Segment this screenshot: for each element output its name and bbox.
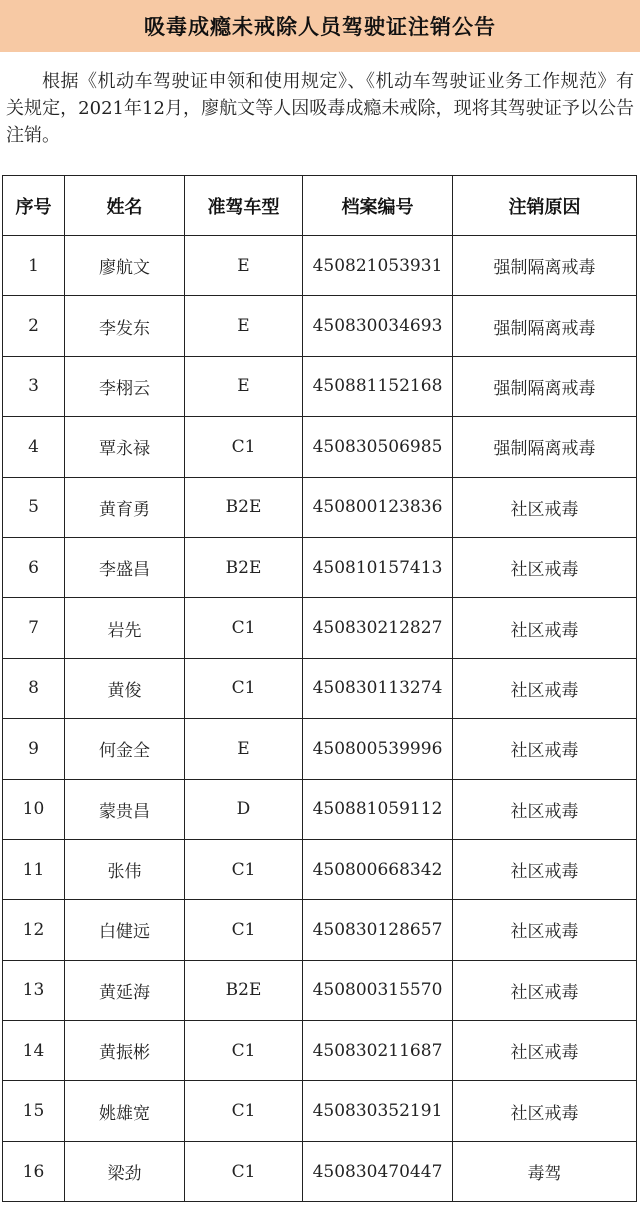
table-row — [3, 658, 637, 718]
cell-index: 5 — [3, 477, 65, 537]
cell-name: 廖航文 — [65, 236, 185, 296]
cell-reason: 社区戒毒 — [453, 537, 637, 597]
cell-license-class: C1 — [185, 1021, 303, 1081]
cell-license-class: C1 — [185, 1141, 303, 1201]
cell-index: 12 — [3, 900, 65, 960]
cell-index: 4 — [3, 417, 65, 477]
header-file-number: 档案编号 — [303, 176, 453, 236]
table-row — [3, 719, 637, 779]
table-row — [3, 1141, 637, 1201]
cell-index: 13 — [3, 960, 65, 1020]
cell-reason: 社区戒毒 — [453, 477, 637, 537]
cell-reason: 社区戒毒 — [453, 1021, 637, 1081]
cell-index: 1 — [3, 236, 65, 296]
cell-reason: 社区戒毒 — [453, 719, 637, 779]
revocation-table-container — [2, 175, 636, 1202]
cell-license-class: C1 — [185, 598, 303, 658]
table-row — [3, 537, 637, 597]
header-reason: 注销原因 — [453, 176, 637, 236]
table-row — [3, 960, 637, 1020]
table-row — [3, 356, 637, 416]
cell-license-class: C1 — [185, 1081, 303, 1141]
cell-file-number: 450800539996 — [303, 719, 453, 779]
cell-name: 岩先 — [65, 598, 185, 658]
cell-reason: 强制隔离戒毒 — [453, 356, 637, 416]
cell-file-number: 450830506985 — [303, 417, 453, 477]
cell-reason: 强制隔离戒毒 — [453, 417, 637, 477]
cell-reason: 社区戒毒 — [453, 658, 637, 718]
cell-file-number: 450800315570 — [303, 960, 453, 1020]
cell-reason: 强制隔离戒毒 — [453, 296, 637, 356]
cell-name: 白健远 — [65, 900, 185, 960]
cell-reason: 社区戒毒 — [453, 960, 637, 1020]
cell-license-class: C1 — [185, 417, 303, 477]
cell-reason: 社区戒毒 — [453, 1081, 637, 1141]
cell-file-number: 450810157413 — [303, 537, 453, 597]
cell-reason: 社区戒毒 — [453, 598, 637, 658]
cell-index: 16 — [3, 1141, 65, 1201]
table-row — [3, 417, 637, 477]
cell-file-number: 450821053931 — [303, 236, 453, 296]
cell-name: 黄延海 — [65, 960, 185, 1020]
header-index: 序号 — [3, 176, 65, 236]
cell-name: 张伟 — [65, 839, 185, 899]
cell-license-class: E — [185, 356, 303, 416]
cell-license-class: B2E — [185, 537, 303, 597]
cell-license-class: C1 — [185, 900, 303, 960]
table-row — [3, 839, 637, 899]
cell-name: 李栩云 — [65, 356, 185, 416]
revocation-table — [2, 175, 637, 1202]
table-row — [3, 477, 637, 537]
header-license-class: 准驾车型 — [185, 176, 303, 236]
cell-license-class: C1 — [185, 839, 303, 899]
cell-index: 7 — [3, 598, 65, 658]
cell-file-number: 450800123836 — [303, 477, 453, 537]
cell-license-class: B2E — [185, 477, 303, 537]
cell-name: 姚雄宽 — [65, 1081, 185, 1141]
header-name: 姓名 — [65, 176, 185, 236]
cell-index: 10 — [3, 779, 65, 839]
table-row — [3, 236, 637, 296]
cell-reason: 社区戒毒 — [453, 900, 637, 960]
cell-file-number: 450830034693 — [303, 296, 453, 356]
page-title: 吸毒成瘾未戒除人员驾驶证注销公告 — [144, 15, 496, 39]
table-header-row — [3, 176, 637, 236]
cell-name: 蒙贵昌 — [65, 779, 185, 839]
cell-name: 覃永禄 — [65, 417, 185, 477]
table-body — [3, 236, 637, 1202]
cell-name: 梁劲 — [65, 1141, 185, 1201]
cell-file-number: 450830212827 — [303, 598, 453, 658]
table-row — [3, 779, 637, 839]
table-row — [3, 598, 637, 658]
intro-paragraph: 根据《机动车驾驶证申领和使用规定》、《机动车驾驶证业务工作规范》有关规定，2021年12月，廖航文等人因吸毒成瘾未戒除，现将其驾驶证予以公告注销。 — [6, 71, 634, 146]
cell-index: 15 — [3, 1081, 65, 1141]
cell-file-number: 450881059112 — [303, 779, 453, 839]
cell-file-number: 450881152168 — [303, 356, 453, 416]
cell-license-class: E — [185, 719, 303, 779]
cell-license-class: B2E — [185, 960, 303, 1020]
cell-index: 8 — [3, 658, 65, 718]
cell-reason: 社区戒毒 — [453, 839, 637, 899]
cell-index: 14 — [3, 1021, 65, 1081]
cell-name: 李发东 — [65, 296, 185, 356]
cell-license-class: D — [185, 779, 303, 839]
cell-name: 黄育勇 — [65, 477, 185, 537]
cell-reason: 社区戒毒 — [453, 779, 637, 839]
table-row — [3, 900, 637, 960]
cell-file-number: 450830128657 — [303, 900, 453, 960]
cell-index: 6 — [3, 537, 65, 597]
title-banner — [0, 0, 640, 52]
cell-name: 黄俊 — [65, 658, 185, 718]
cell-index: 11 — [3, 839, 65, 899]
cell-file-number: 450800668342 — [303, 839, 453, 899]
cell-file-number: 450830113274 — [303, 658, 453, 718]
cell-index: 3 — [3, 356, 65, 416]
cell-file-number: 450830352191 — [303, 1081, 453, 1141]
cell-name: 黄振彬 — [65, 1021, 185, 1081]
cell-name: 李盛昌 — [65, 537, 185, 597]
cell-license-class: E — [185, 236, 303, 296]
cell-reason: 毒驾 — [453, 1141, 637, 1201]
cell-file-number: 450830470447 — [303, 1141, 453, 1201]
table-row — [3, 1021, 637, 1081]
cell-license-class: C1 — [185, 658, 303, 718]
cell-reason: 强制隔离戒毒 — [453, 236, 637, 296]
table-row — [3, 1081, 637, 1141]
cell-index: 2 — [3, 296, 65, 356]
cell-name: 何金全 — [65, 719, 185, 779]
cell-license-class: E — [185, 296, 303, 356]
cell-index: 9 — [3, 719, 65, 779]
cell-file-number: 450830211687 — [303, 1021, 453, 1081]
table-row — [3, 296, 637, 356]
